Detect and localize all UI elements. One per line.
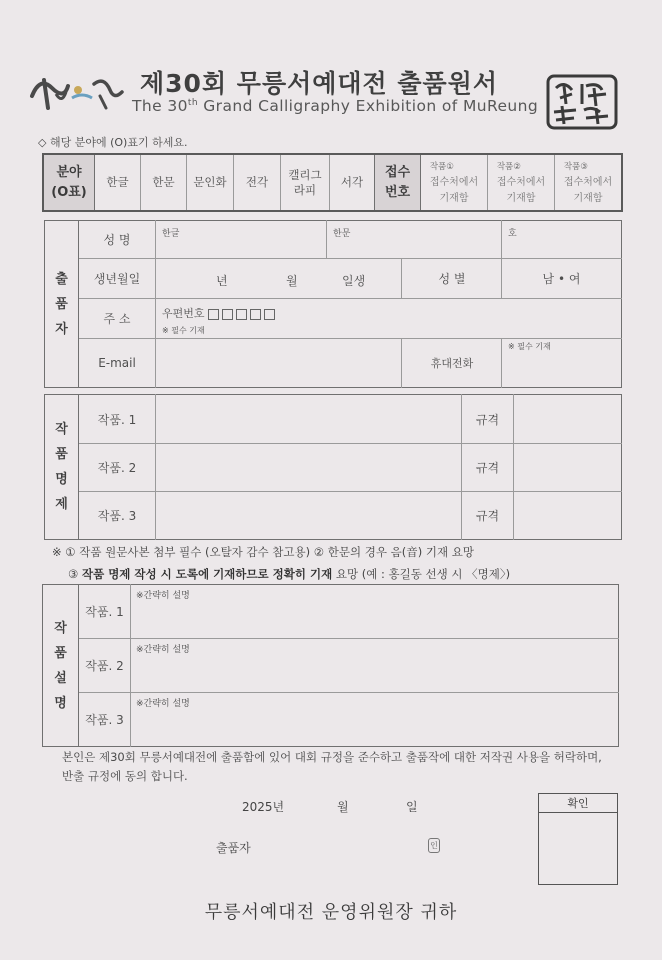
seal-mark: 인 — [428, 838, 440, 853]
postal-code-boxes[interactable] — [205, 307, 275, 320]
email-input[interactable] — [156, 339, 401, 387]
pen-name-hint: 호 — [508, 229, 517, 239]
name-hangul-hint: 한글 — [162, 229, 180, 239]
work-title-input[interactable] — [156, 444, 461, 491]
note-line-1: ※ ① 작품 원문사본 첨부 필수 (오탈자 감수 참고용) ② 한문의 경우 음(音) 기재 요망 — [52, 545, 474, 559]
receipt-slot-3 — [555, 155, 621, 210]
receipt-slot-2-head: 작품② — [496, 161, 521, 172]
receipt-slot-1-head: 작품① — [429, 161, 454, 172]
gender-options[interactable]: 남 • 여 — [542, 272, 581, 286]
receipt-slot-3-head: 작품③ — [563, 161, 588, 172]
date-year: 2025년 — [242, 800, 285, 814]
logo — [26, 66, 126, 114]
receipt-label-line-1: 접수 — [384, 164, 411, 180]
name-hanja-hint: 한문 — [333, 229, 351, 239]
field-instruction: ◇ 해당 분야에 (O)표기 하세요. — [38, 136, 188, 149]
postal-code-label: 우편번호 — [162, 307, 205, 320]
phone-label: 휴대전화 — [430, 357, 474, 370]
applicant-signature-label: 출품자 — [216, 841, 251, 855]
subtitle-part-2: Grand Calligraphy Exhibition of MuReung — [197, 97, 539, 115]
work-title-input[interactable] — [156, 492, 461, 539]
description-input[interactable] — [131, 693, 618, 746]
description-row-label: 작품. 3 — [85, 713, 124, 727]
receipt-slot-2 — [488, 155, 554, 210]
receipt-slot-1-text: 접수처에서 기재함 — [429, 176, 479, 204]
note-line-2 — [52, 563, 510, 585]
description-hint: ※간략히 설명 — [136, 591, 190, 601]
name-hangul-input[interactable] — [156, 221, 326, 258]
work-spec-label: 규격 — [475, 509, 500, 523]
field-option-literati-painting[interactable]: 문인화 — [193, 175, 227, 189]
description-hint: ※간략히 설명 — [136, 699, 190, 709]
work-spec-input[interactable] — [514, 395, 621, 443]
page-subtitle — [132, 97, 538, 115]
receipt-label-line-2: 번호 — [384, 184, 411, 200]
consent-statement: 본인은 제30회 무릉서예대전에 출품함에 있어 대회 규정을 준수하고 출품작에 대한 저작권 사용을 허락하며, 반출 규정에 동의 합니다. — [62, 750, 602, 783]
work-spec-input[interactable] — [514, 444, 621, 491]
receipt-number-label — [375, 155, 420, 210]
name-hanja-input[interactable] — [327, 221, 501, 258]
work-spec-label: 규격 — [475, 412, 500, 427]
description-input[interactable] — [131, 585, 618, 638]
work-title-input[interactable] — [156, 395, 461, 443]
work-titles-section-label: 작품명제 — [55, 422, 68, 512]
description-input[interactable] — [131, 639, 618, 692]
address-required-note: ※ 필수 기재 — [162, 326, 205, 335]
postal-code-row — [162, 305, 275, 321]
addressee: 무릉서예대전 운영위원장 귀하 — [204, 902, 458, 923]
birth-day-label: 일생 — [342, 274, 366, 288]
receipt-slot-2-text: 접수처에서 기재함 — [496, 176, 546, 204]
note-line-2-suffix: 요망 (예 : 홍길동 선생 시 〈명제〉) — [332, 567, 511, 581]
field-option-wood-carving[interactable]: 서각 — [340, 175, 364, 189]
descriptions-section-label: 작품설명 — [54, 620, 67, 711]
phone-input[interactable] — [502, 339, 621, 387]
receipt-slot-1 — [421, 155, 487, 210]
birth-year-label: 년 — [216, 274, 228, 288]
description-row-label: 작품. 1 — [85, 605, 124, 619]
note-line-2-prefix: ③ — [68, 567, 82, 581]
gender-label: 성 별 — [438, 272, 466, 286]
description-row-label: 작품. 2 — [85, 659, 124, 673]
work-title-row-label: 작품. 2 — [97, 461, 137, 475]
note-line-2-bold: 작품 명제 작성 시 도록에 기재하므로 정확히 기재 — [81, 567, 333, 581]
page-title: 제30회 무릉서예대전 출품원서 — [140, 69, 498, 98]
applicant-section-label: 출품자 — [55, 271, 68, 337]
subtitle-part-1: The 30 — [132, 97, 188, 115]
birth-label: 생년월일 — [93, 272, 141, 286]
field-label — [44, 155, 94, 210]
subtitle-superscript: th — [187, 97, 198, 108]
field-option-seal-engraving[interactable]: 전각 — [245, 175, 269, 189]
field-option-hangul[interactable]: 한글 — [106, 175, 129, 189]
birth-month-label: 월 — [286, 274, 298, 288]
email-label: E-mail — [98, 356, 136, 370]
applicant-signature-input[interactable] — [262, 834, 422, 856]
name-label: 성 명 — [103, 233, 131, 247]
work-title-row-label: 작품. 1 — [97, 412, 137, 427]
date-month: 월 — [337, 800, 349, 814]
field-option-hanja[interactable]: 한문 — [152, 175, 175, 189]
address-input[interactable] — [300, 299, 621, 338]
receipt-slot-3-text: 접수처에서 기재함 — [563, 176, 613, 204]
work-spec-label: 규격 — [475, 461, 500, 475]
pen-name-input[interactable] — [502, 221, 621, 258]
notes — [52, 541, 510, 585]
phone-required-note: ※ 필수 기재 — [508, 342, 551, 351]
description-hint: ※간략히 설명 — [136, 645, 190, 655]
address-label: 주 소 — [103, 312, 131, 326]
work-spec-input[interactable] — [514, 492, 621, 539]
field-label-line-1: 분야 — [56, 164, 82, 180]
work-title-row-label: 작품. 3 — [97, 509, 137, 523]
field-label-line-2: (O표) — [51, 184, 87, 200]
seal-stamp — [542, 72, 622, 132]
birth-date-input[interactable] — [156, 259, 401, 298]
field-option-calligraphy[interactable]: 캘리그 라피 — [288, 167, 322, 197]
confirm-label: 확인 — [538, 793, 618, 813]
date-day: 일 — [406, 800, 418, 814]
